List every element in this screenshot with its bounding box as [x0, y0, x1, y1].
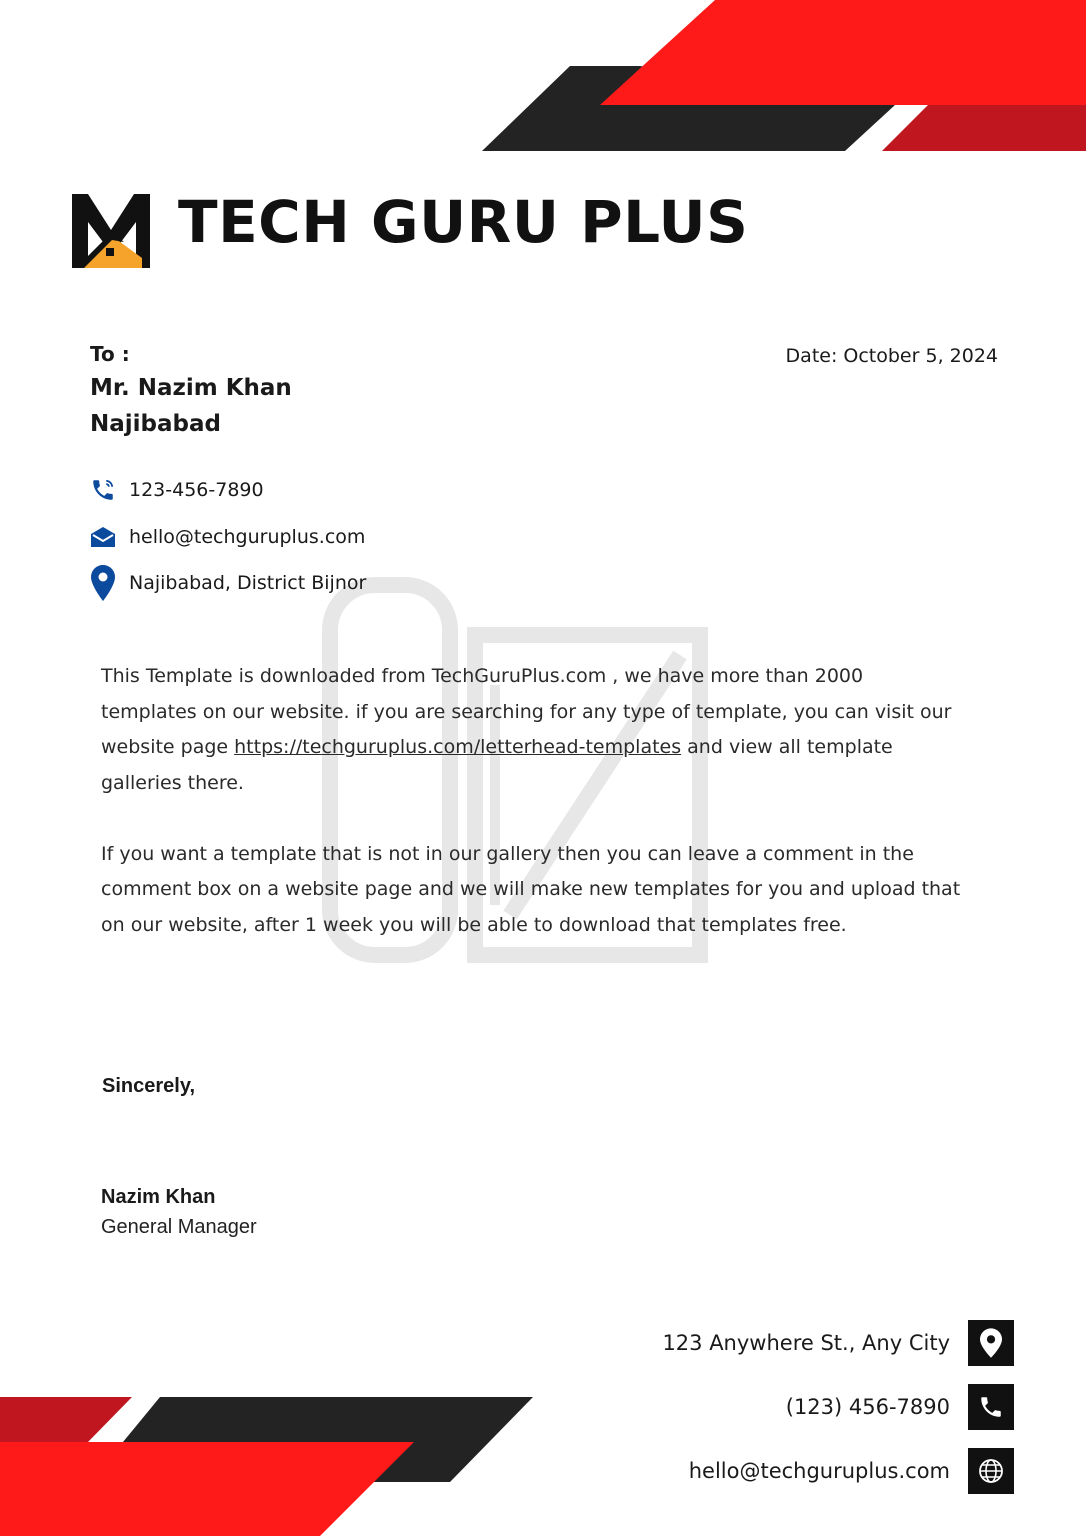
to-label: To :: [90, 342, 130, 366]
globe-icon: [968, 1448, 1014, 1494]
footer-phone: [786, 1384, 1014, 1430]
footer-phone-text: (123) 456-7890: [785, 1395, 950, 1419]
closing: Sincerely,: [102, 1075, 196, 1097]
contact-address-text: Najibabad, District Bijnor: [129, 572, 367, 594]
company-name: TECH GURU PLUS: [178, 188, 749, 256]
footer-address-text: 123 Anywhere St., Any City: [662, 1331, 950, 1355]
footer-address: [662, 1320, 1014, 1366]
signer-name: Nazim Khan: [101, 1186, 216, 1208]
letter-body: [101, 659, 961, 979]
contact-address: [88, 566, 366, 600]
recipient-city: Najibabad: [90, 411, 221, 437]
contact-email: [88, 520, 365, 554]
header-decoration: [0, 0, 1086, 160]
phone-icon: [968, 1384, 1014, 1430]
body-paragraph-2: If you want a template that is not in our gallery then you can leave a comment in the comment box on a website page and we will make new templates for you and upload that on our website, after 1 week you will be able to download that templates free.: [101, 842, 961, 936]
contact-phone-text: 123-456-7890: [129, 479, 264, 501]
letter-date: Date: October 5, 2024: [785, 345, 998, 367]
letterhead-templates-link[interactable]: https://techguruplus.com/letterhead-templates: [234, 736, 682, 758]
mail-icon: [88, 520, 118, 554]
recipient-name: Mr. Nazim Khan: [90, 375, 292, 401]
location-pin-icon: [88, 566, 118, 600]
phone-icon: [88, 473, 118, 507]
contact-phone: [88, 473, 264, 507]
signer-title: General Manager: [101, 1216, 257, 1238]
contact-email-text: hello@techguruplus.com: [129, 526, 366, 548]
footer-email: [689, 1448, 1014, 1494]
footer-email-text: hello@techguruplus.com: [688, 1459, 950, 1483]
body-paragraph-1: This Template is downloaded from TechGuruPlus.com , we have more than 2000 templates on our website. if you are searching for any type of template, you can visit our website page https://techguruplus.com/letterhead-templates and view all template galleries there.: [101, 665, 952, 794]
location-pin-icon: [968, 1320, 1014, 1366]
company-logo: [72, 192, 152, 270]
